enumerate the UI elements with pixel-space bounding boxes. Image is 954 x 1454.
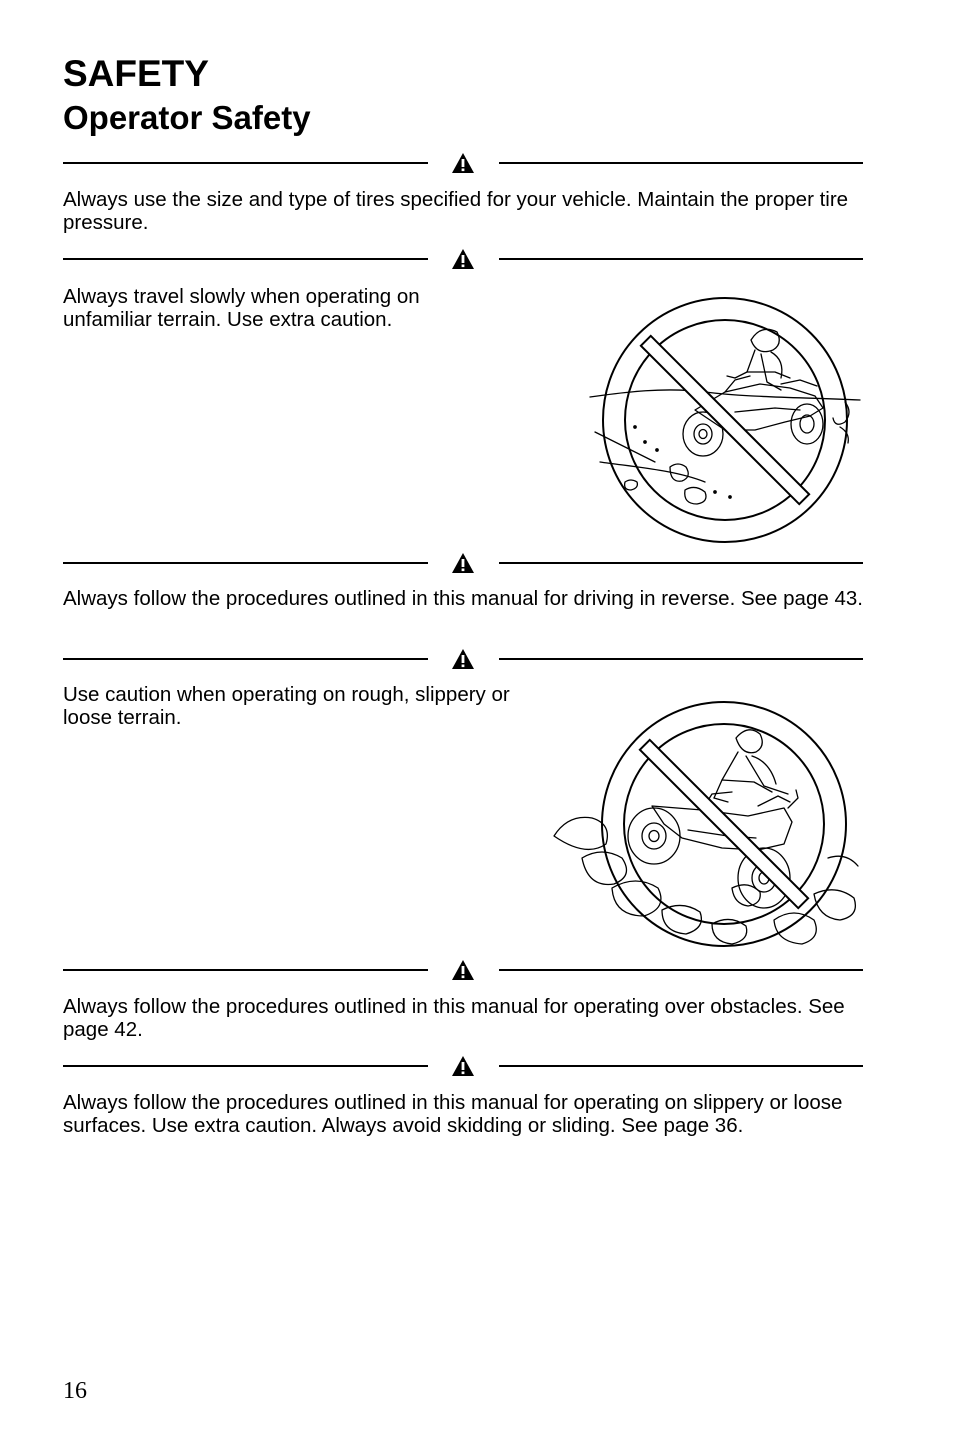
divider-rule-left xyxy=(63,162,428,164)
warning-divider xyxy=(63,959,863,983)
warning-triangle-icon xyxy=(451,648,475,670)
divider-rule-right xyxy=(499,658,863,660)
atv-rough-terrain-illustration xyxy=(552,698,864,958)
divider-rule-right xyxy=(499,969,863,971)
divider-rule-right xyxy=(499,562,863,564)
divider-rule-left xyxy=(63,562,428,564)
warning-divider xyxy=(63,552,863,576)
warning-text: Always follow the procedures outlined in this manual for driving in reverse. See page 43. xyxy=(63,587,863,610)
warning-divider xyxy=(63,1055,863,1079)
divider-rule-left xyxy=(63,1065,428,1067)
page-number: 16 xyxy=(63,1378,87,1404)
warning-triangle-icon xyxy=(451,248,475,270)
divider-rule-left xyxy=(63,658,428,660)
warning-triangle-icon xyxy=(451,1055,475,1077)
section-title: Operator Safety xyxy=(63,99,311,136)
warning-triangle-icon xyxy=(451,959,475,981)
warning-triangle-icon xyxy=(451,552,475,574)
divider-rule-right xyxy=(499,162,863,164)
atv-unfamiliar-terrain-illustration xyxy=(585,292,865,548)
warning-divider xyxy=(63,152,863,176)
divider-rule-right xyxy=(499,1065,863,1067)
divider-rule-left xyxy=(63,969,428,971)
warning-text: Use caution when operating on rough, slippery or loose terrain. xyxy=(63,683,510,729)
divider-rule-right xyxy=(499,258,863,260)
warning-divider xyxy=(63,248,863,272)
warning-text: Always travel slowly when operating on unfamiliar terrain. Use extra caution. xyxy=(63,285,420,331)
warning-text: Always follow the procedures outlined in this manual for operating over obstacles. See page 42. xyxy=(63,995,845,1041)
warning-divider xyxy=(63,648,863,672)
divider-rule-left xyxy=(63,258,428,260)
warning-text: Always follow the procedures outlined in this manual for operating on slippery or loose surfaces. Use extra caution. Always avoid skidding or sliding. See page 36. xyxy=(63,1091,843,1137)
warning-triangle-icon xyxy=(451,152,475,174)
page-title: SAFETY xyxy=(63,53,209,94)
warning-text: Always use the size and type of tires specified for your vehicle. Maintain the proper tire pressure. xyxy=(63,188,849,234)
